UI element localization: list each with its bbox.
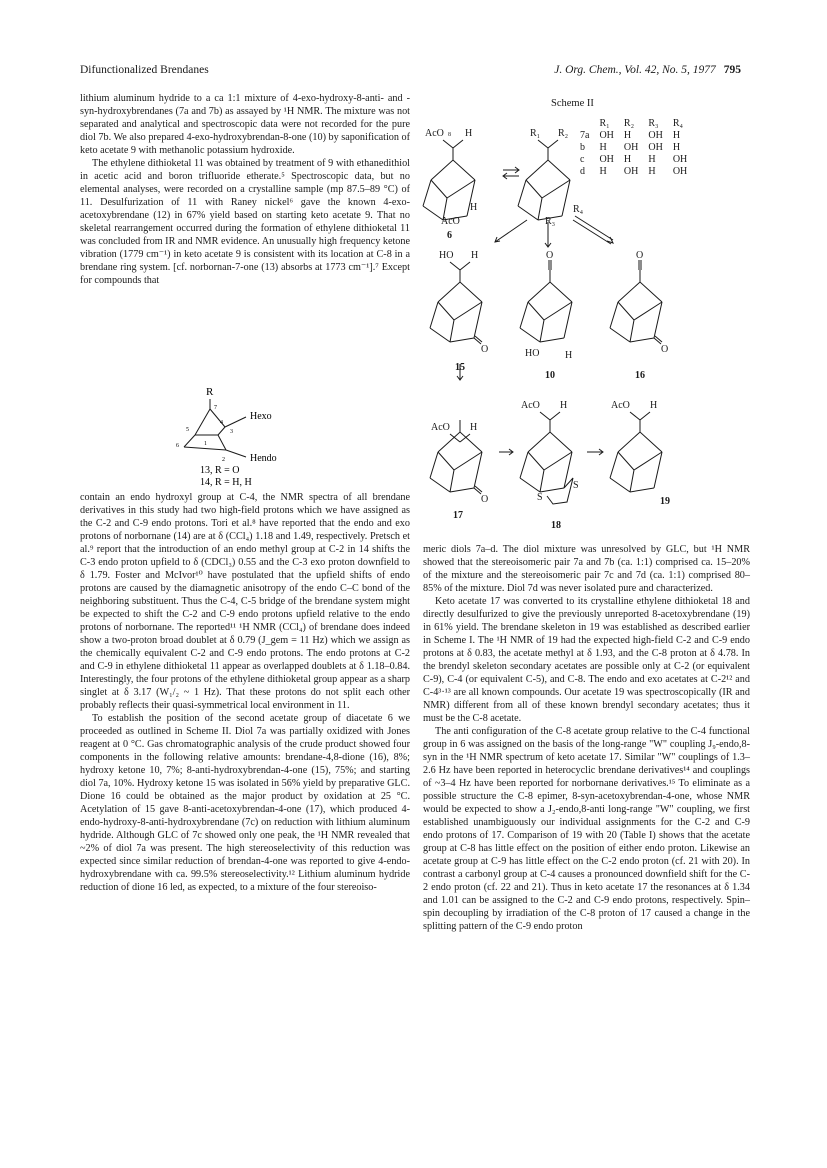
table-cell: b xyxy=(580,142,585,153)
atom-number: 5 xyxy=(186,427,189,433)
paragraph: contain an endo hydroxyl group at C-4, the NMR spectra of all brendane derivatives in this study had two high-field protons which we have assigned as the C-2 and C-9 endo protons. Tori et al.⁸ have reported that the endo and exo protons of norbornane (14) are at δ (CCl₄) 1.18 and 1.49, respectively. Pretsch et al.⁹ report that the introduction of an endo methyl group at C-2 in 14 shifts the C-3 endo proton upfield to δ (CDCl₃) 0.55 and the C-3 exo proton downfield to δ 1.79. Foster and McIvor¹⁰ have postulated that the upfield shifts of endo protons are caused by the diamagnetic anisotropy of the endo C–C bond of the neighboring substituent. Thus the C-4, C-5 bridge of the brendane system might be expected to shift the C-2 and C-9 endo protons upfield relative to the endo protons of norbornane. The reported¹¹ ¹H NMR (CCl₄) of brendane does indeed show a two-proton broad doublet at δ 0.79 (J_gem = 11 Hz) which we assign as the chemically equivalent C-2 and C-9 endo protons. The endo protons at C-2 and C-9 in ethylene dithioketal 11 appear as overlapped doublets at δ 1.18–0.84. Interestingly, the four protons of the ethylene dithioketal group appear as a sharp singlet at δ 3.17 (W₁/₂ ~ 1 Hz). That these protons do not split each other probably reflects their quasi-symmetrical local environment in 11. xyxy=(80,492,410,711)
group-label: S xyxy=(537,492,543,503)
running-header-right xyxy=(554,64,741,76)
h-exo-label: Hexo xyxy=(250,411,272,422)
journal-citation: J. Org. Chem., Vol. 42, No. 5, 1977 xyxy=(554,64,716,76)
table-cell: H xyxy=(599,166,607,177)
atom-number: 4 xyxy=(220,420,223,426)
compound-label: 6 xyxy=(447,230,452,241)
scheme-title: Scheme II xyxy=(551,98,594,109)
paragraph: To establish the position of the second acetate group of diacetate 6 we proceeded as outlined in Scheme II. Diol 7a was partially oxidized with Jones reagent at 0 °C. Gas chromatographic analysis of the crude product showed four components in the following relative amounts: brendane-4,8-dione (16), 8%; hydroxy ketone 10, 7%; 8-anti-hydroxybrendan-4-one (15), 75%; and starting diol 7a, 10%. Hydroxy ketone 15 was isolated in 56% yield by preparative GLC. Dione 16 could be obtained as the major product by oxidation at 25 °C. Acetylation of 15 gave 8-anti-acetoxybrendan-4-one (17), which produced 4-endo-hydroxy-8-anti-hydroxybrendane (7c) on reduction with lithium aluminum hydride. Although GLC of 7c showed only one peak, the ¹H NMR revealed that ~2% of diol 7a was present. The high stereoselectivity of this reduction was expected since similar reduction of brendan-4-one was reported to give 4-endo-hydroxybrendane with ca. 99.5% stereoselectivity.¹² Lithium aluminum hydride reduction of dione 16 led, as expected, to a mixture of the four stereoiso- xyxy=(80,713,410,893)
compound-label: 17 xyxy=(453,510,463,521)
column-left-top xyxy=(80,92,410,287)
compound-label: 16 xyxy=(635,370,645,381)
group-label: S xyxy=(573,480,579,491)
table-cell: H xyxy=(672,142,681,153)
group-label: O xyxy=(481,494,489,505)
group-label: H xyxy=(471,250,479,261)
table-cell: d xyxy=(580,166,585,177)
compound-label: 15 xyxy=(455,362,465,373)
atom-number: 3 xyxy=(230,429,233,435)
r-label: R xyxy=(206,386,214,398)
paragraph: Keto acetate 17 was converted to its crystalline ethylene dithioketal 18 and directly desulfurized to give the previously unreported 8-acetoxybrendane (19) in 61% yield. The brendane skeleton in 19 was established as described earlier in Scheme I. The ¹H NMR of 19 had the expected high-field C-2 and C-9 endo protons at δ 0.83, the acetate methyl at δ 1.93, and the C-8 proton at δ 4.78. In the brendyl skeleton secondary acetates are possible only at C-2 (or equivalent C-9), C-4 (or equivalent C-5), and C-8. The endo and exo acetates at C-2¹² and C-4³·¹³ are all known compounds. Our acetate 19 was spectroscopically (IR and NMR) different from all of these known brendyl secondary acetates; thus it must be the C-8 acetate. xyxy=(423,596,750,724)
atom-number: 7 xyxy=(214,405,217,411)
atom-number: 2 xyxy=(222,457,225,463)
group-label: H xyxy=(465,128,473,139)
caption-14: 14, R = H, H xyxy=(200,477,252,487)
table-cell: OH xyxy=(648,130,663,141)
group-label: R₁ xyxy=(530,128,541,139)
table-cell: H xyxy=(672,130,681,141)
atom-number: 8 xyxy=(448,132,451,138)
table-cell: OH xyxy=(672,154,688,165)
group-label: O xyxy=(546,250,554,261)
scheme-ii-diagram xyxy=(415,112,755,537)
atom-number: 6 xyxy=(176,443,179,449)
group-label: AcO xyxy=(431,422,450,433)
table-cell: R₃ xyxy=(648,118,659,129)
table-cell: OH xyxy=(623,142,639,153)
group-label: R₂ xyxy=(558,128,569,139)
atom-number: 1 xyxy=(204,441,207,447)
compound-label: 18 xyxy=(551,520,561,531)
group-label: O xyxy=(636,250,644,261)
table-cell: 7a xyxy=(580,130,590,141)
paragraph: The ethylene dithioketal 11 was obtained by treatment of 9 with ethanedithiol in acetic acid and boron trifluoride etherate.⁵ Spectroscopic data, but no elemental analyses, were recorded on a crystalline sample (mp 87.5–89 °C) of 11. Desulfurization of 11 with Raney nickel⁶ gave the known 4-exo-acetoxybrendane (12) in 67% yield based on starting keto acetate 9. That no skeletal rearrangement occurred during the formation of ethylene dithioketal 11 was concluded from IR and NMR evidence. An unusually high frequency ketone vibration (1779 cm⁻¹) in keto acetate 9 is consistent with its location at C-8 in a brendane ring system. [cf. norbornan-7-one (13) absorbs at 1773 cm⁻¹].⁷ Except for compounds that xyxy=(80,158,410,286)
column-right xyxy=(423,543,750,933)
group-label: H xyxy=(650,400,658,411)
table-cell: OH xyxy=(648,142,663,153)
table-cell: OH xyxy=(623,166,639,177)
table-cell: OH xyxy=(672,166,688,177)
table-cell: H xyxy=(623,154,632,165)
paragraph: The anti configuration of the C-8 acetate group relative to the C-4 functional group in 6 was assigned on the basis of the long-range "W" coupling J₉-endo,8-syn in the ¹H NMR spectrum of keto acetate 17. Similar "W" couplings of 1.3–2.6 Hz have been reported in heterocyclic brendane derivatives¹⁴ and couplings of ~3–4 Hz have been reported for norbornane derivatives.¹⁵ To eliminate as a possible structure the C-8 epimer, 8-syn-acetoxybrendan-4-one, whose NMR would be expected to show a J₂-endo,8-anti long-range "W" coupling, we first established unambiguously our individual assignments for the C-2 and C-9 endo protons of 17. Comparison of 19 with 20 (Table I) shows that the acetate group at C-8 has little effect on the position of either endo proton. Likewise an acetate group at C-9 has little effect on the C-2 endo proton (cf. 21 with 20). In contrast a carbonyl group at C-4 causes a pronounced downfield shift for the C-2 endo proton (cf. 22 and 21). Thus in keto acetate 17 the resonances at δ 1.34 and 1.01 can be assigned to the C-2 and C-9 endo protons, respectively. Spin–spin decoupling by irradiation of the C-8 proton of 17 caused a change in the splitting pattern of the C-9 endo proton xyxy=(423,726,750,932)
group-label: AcO xyxy=(521,400,540,411)
table-cell: OH xyxy=(599,130,614,141)
group-label: HO xyxy=(525,348,540,359)
paragraph: lithium aluminum hydride to a ca 1:1 mixture of 4-exo-hydroxy-8-anti- and -syn-hydroxybrendanes (7a and 7b) as assayed by ¹H NMR. The mixture was not separated and analytical and spectroscopic data were not recorded for the pure diol 7b. We also prepared 4-exo-hydroxybrendan-8-one (10) by saponification of keto acetate 9 with methanolic potassium hydroxide. xyxy=(80,93,410,156)
compound-label: 19 xyxy=(660,496,670,507)
table-cell: R₄ xyxy=(672,118,683,129)
table-cell: c xyxy=(580,154,585,165)
group-label: H xyxy=(560,400,568,411)
compound-label: 10 xyxy=(545,370,555,381)
figure-norbornane-13-14 xyxy=(170,375,310,487)
group-label: R₄ xyxy=(573,204,584,215)
page-number: 795 xyxy=(723,64,741,76)
table-cell: H xyxy=(623,130,632,141)
group-label: H xyxy=(470,422,478,433)
caption-13: 13, R = O xyxy=(200,465,240,476)
table-cell: R₁ xyxy=(599,118,610,129)
table-cell: H xyxy=(648,166,656,177)
group-label: H xyxy=(470,202,478,213)
group-label: AcO xyxy=(425,128,444,139)
running-header-left: Difunctionalized Brendanes xyxy=(80,64,209,76)
group-label: R₃ xyxy=(545,216,556,227)
group-label: AcO xyxy=(611,400,630,411)
paragraph: meric diols 7a–d. The diol mixture was unresolved by GLC, but ¹H NMR showed that the stereoisomeric pair 7a and 7b (ca. 1:1) comprised ca. 15–20% of the mixture and the stereoisomeric pair 7c and 7d (ca. 1:1) comprised 80–85% of the mixture. Diol 7d was never isolated pure and characterized. xyxy=(423,544,750,594)
group-label: O xyxy=(661,344,669,355)
group-label: AcO xyxy=(441,216,460,227)
table-cell: H xyxy=(599,142,607,153)
table-cell: R₂ xyxy=(623,118,635,129)
column-left-bottom xyxy=(80,491,410,894)
table-cell: H xyxy=(648,154,656,165)
table-cell: OH xyxy=(599,154,614,165)
group-label: HO xyxy=(439,250,454,261)
group-label: H xyxy=(565,350,573,361)
group-label: O xyxy=(481,344,489,355)
h-endo-label: Hendo xyxy=(250,453,277,464)
